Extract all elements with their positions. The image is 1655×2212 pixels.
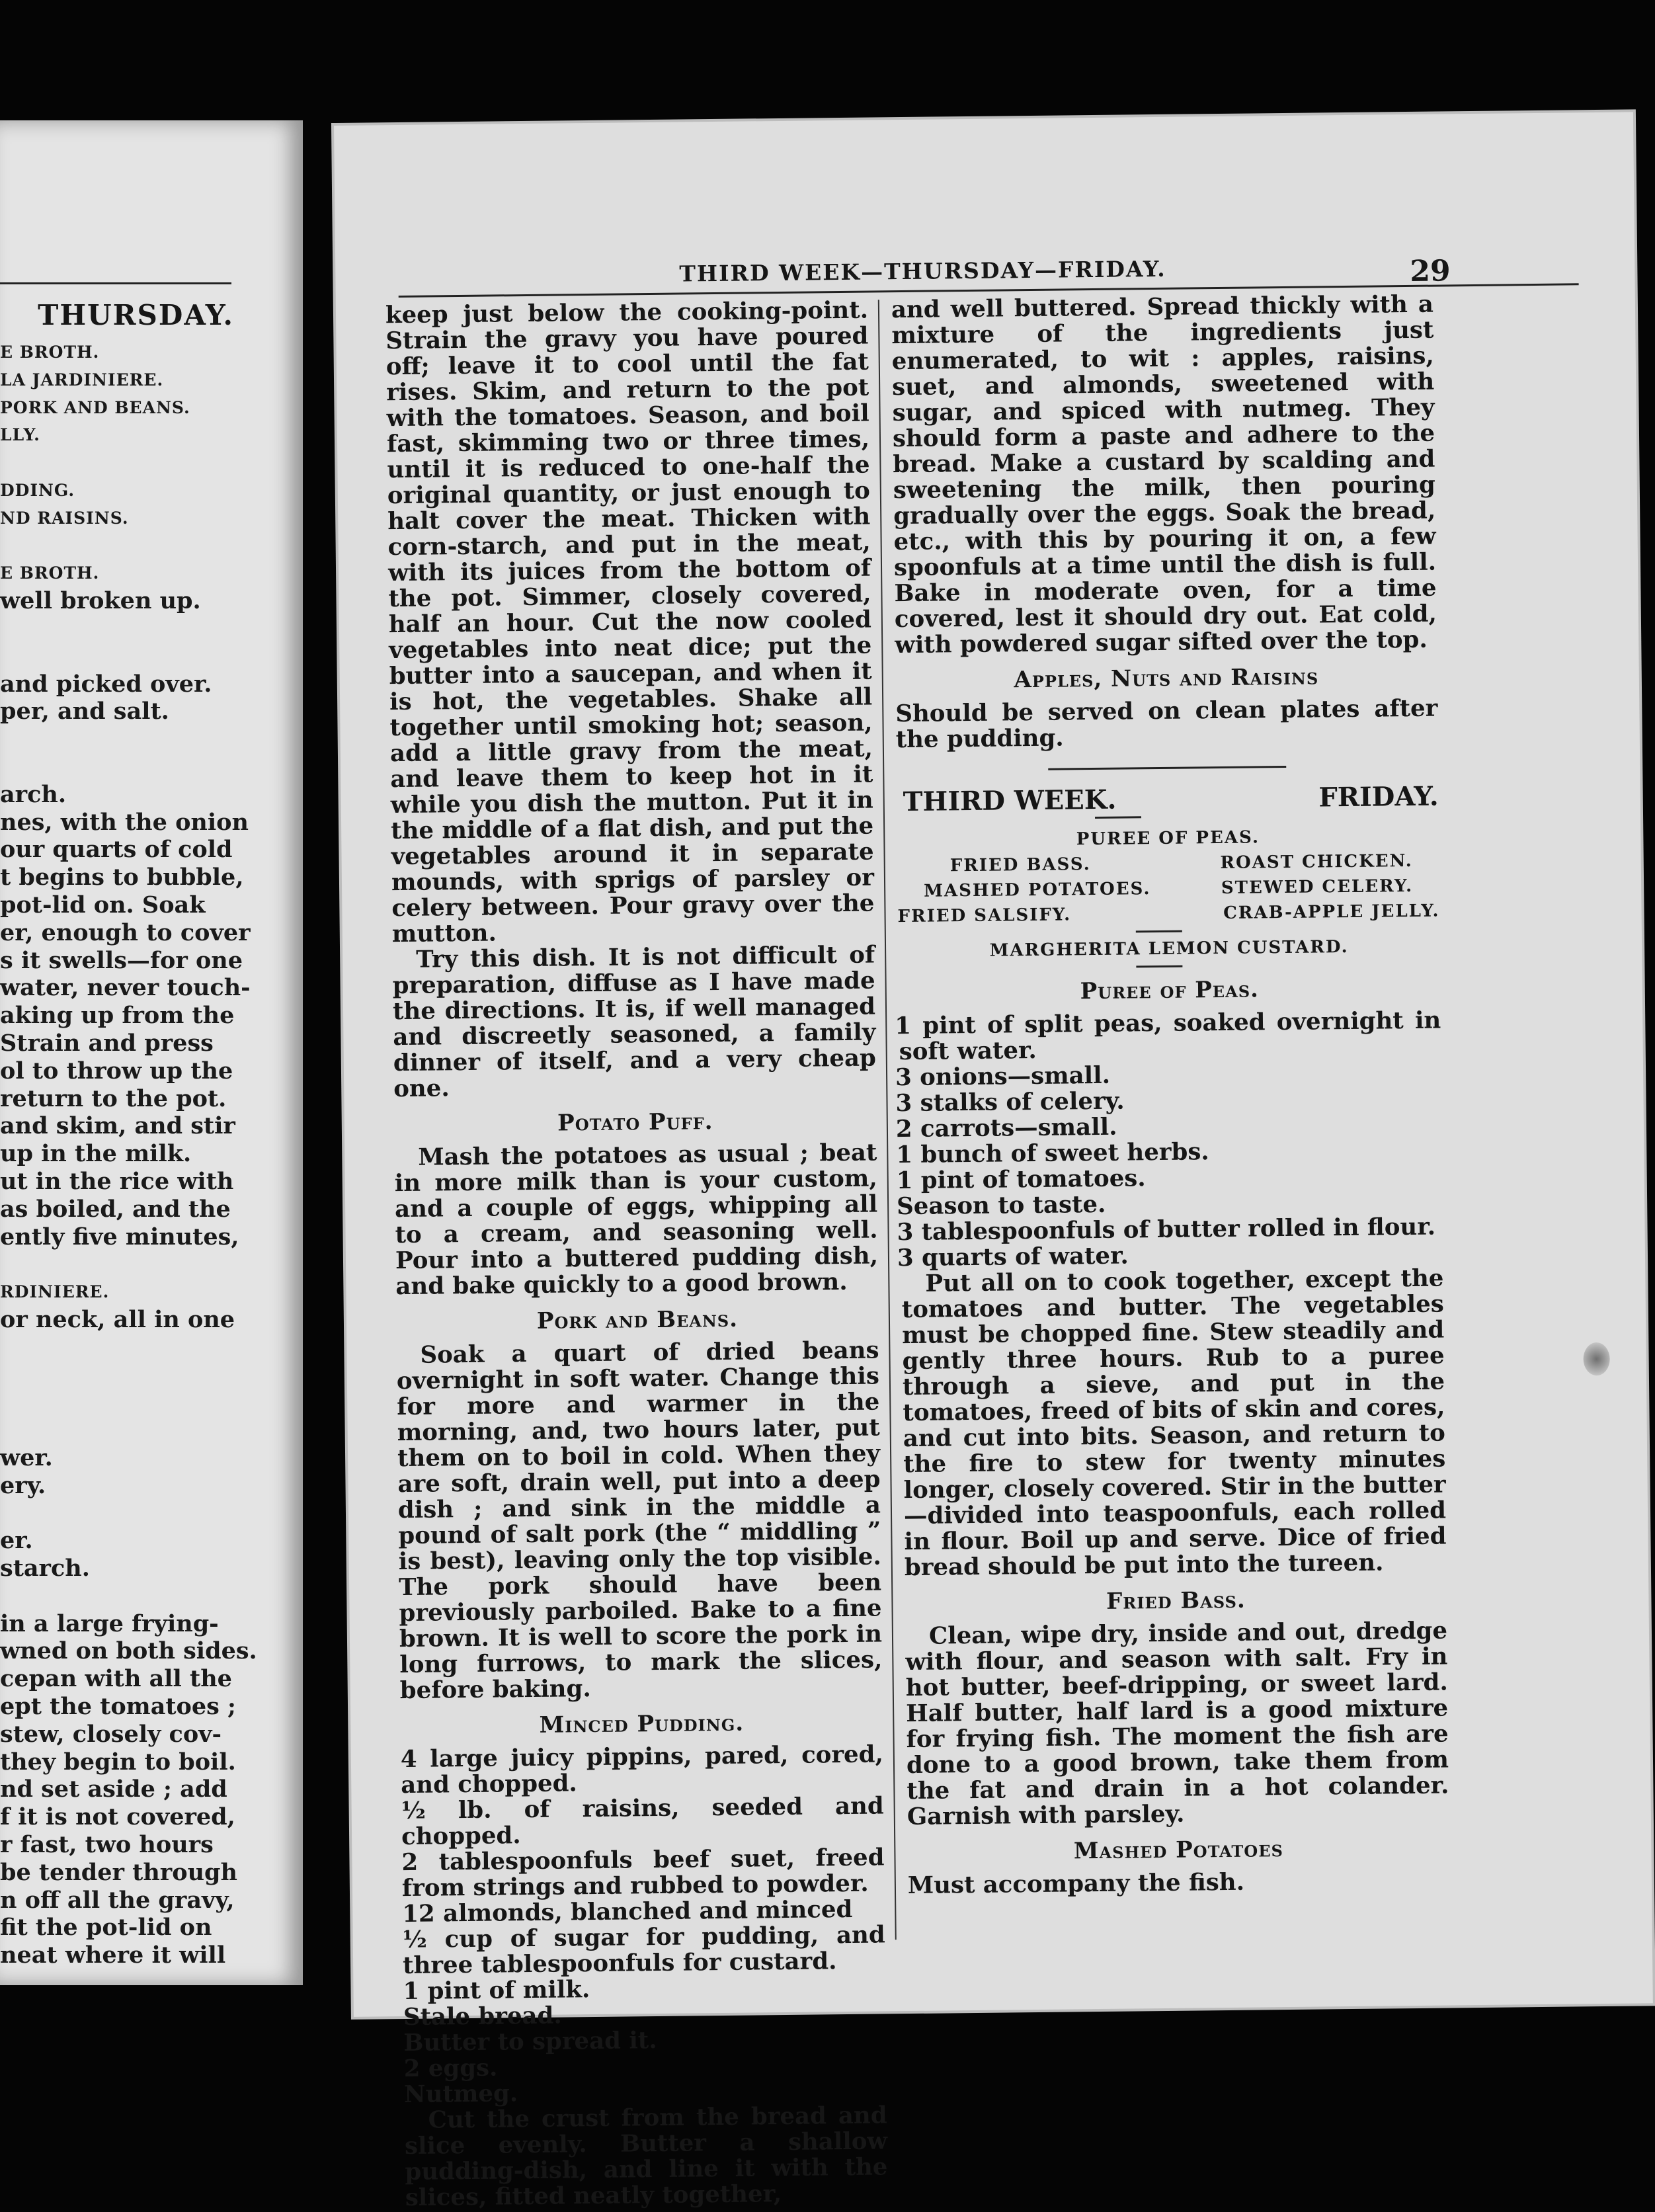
left-page-line: fit the pot-lid on xyxy=(0,1914,212,1942)
left-page-line: n off all the gravy, xyxy=(0,1886,235,1914)
left-page-line: as boiled, and the xyxy=(0,1195,231,1223)
page-number: 29 xyxy=(1410,254,1451,288)
left-page-line: cepan with all the xyxy=(0,1665,232,1693)
left-page-line xyxy=(0,643,218,671)
left-page-line: E BROTH. xyxy=(0,563,100,583)
left-page-line: neat where it will xyxy=(0,1942,226,1969)
fried-bass-text: Clean, wipe dry, inside and out, dredge with flour, and season with salt. Fry in hot butter, beef-dripping, or sweet lard. Half butter, half lard is a good mixture for frying fish. The moment the fish are done to a good brown, take them from the fat and drain in a hot colander. Garnish with parsley. xyxy=(905,1617,1449,1831)
left-page-line: t begins to bubble, xyxy=(0,864,244,891)
friday-menu xyxy=(897,823,1440,971)
mashed-potatoes-heading: Mashed Potatoes xyxy=(1073,1836,1284,1865)
ingredient-line: 1 pint of milk. xyxy=(403,1976,590,2006)
left-page-line: wer. xyxy=(0,1444,53,1471)
left-page-line: starch. xyxy=(0,1555,90,1582)
week-label: THIRD WEEK. xyxy=(903,784,1117,818)
ingredient-line: 1 pint of split peas, soaked overnight in soft water. xyxy=(895,1006,1441,1066)
right-column xyxy=(891,292,1450,1899)
left-header-rule xyxy=(0,282,231,284)
apples-nuts-raisins-heading: Apples, Nuts and Raisins xyxy=(1014,663,1319,694)
left-column xyxy=(385,298,888,2211)
left-page-line xyxy=(0,1334,218,1362)
pork-and-beans-text: Soak a quart of dried beans overnight in soft water. Change this for more and warmer in the morning, and, two hours later, put them on to boil in cold. When they are soft, drain well, put into a deep dish ; and sink in the middle a pound of salt pork (the “ middling ” is best), leaving only the top visible. The pork should have been previously parboiled. Bake to a fine brown. It is well to score the pork in long furrows, to mark the slices, before baking. xyxy=(396,1336,883,1705)
left-page-line: er, enough to cover xyxy=(0,919,251,946)
pork-and-beans-heading: Pork and Beans. xyxy=(536,1305,739,1334)
left-page-line xyxy=(0,615,218,643)
scan-smudge xyxy=(1583,1342,1610,1375)
left-page-line: and picked over. xyxy=(0,670,212,698)
left-page-line: aking up from the xyxy=(0,1002,235,1030)
ingredient-line: 3 stalks of celery. xyxy=(895,1087,1125,1118)
book-page xyxy=(334,112,1653,2212)
left-page-line: f it is not covered, xyxy=(0,1803,235,1831)
ingredient-line: 12 almonds, blanched and minced xyxy=(402,1895,853,1928)
left-page-line: arch. xyxy=(0,780,67,808)
left-page-line: our quarts of cold xyxy=(0,836,233,864)
left-page-line: ol to throw up the xyxy=(0,1057,233,1085)
left-page-line: wned on both sides. xyxy=(0,1637,257,1665)
pudding-continued-paragraph: and well buttered. Spread thickly with a mixture of the ingredients just enumerated, to wit : apples, raisins, suet, and almonds, sweetened with sugar, and spiced with nutmeg. They should form a paste and adhere to the bread. Make a custard by scalding and sweetening the milk, then pouring gradually over the eggs. Soak the bread, etc., with this by pouring it on, a few spoonfuls at a time until the dish is full. Bake in moderate oven, for a time covered, lest it should dry out. Eat cold, with powdered sugar sifted over the top. xyxy=(891,290,1437,659)
left-page-line: per, and salt. xyxy=(0,698,169,725)
apples-nuts-raisins-text: Should be served on clean plates after the pudding. xyxy=(895,694,1438,754)
minced-pudding-heading: Minced Pudding. xyxy=(539,1709,745,1739)
ingredient-line: 2 eggs. xyxy=(403,2054,498,2083)
left-page-line xyxy=(0,725,218,753)
left-page-line: ut in the rice with xyxy=(0,1167,234,1195)
ingredient-line: Nutmeg. xyxy=(403,2080,518,2109)
menu-soup: PUREE OF PEAS. xyxy=(1076,827,1260,850)
menu-item: STEWED CELERY. xyxy=(1221,876,1414,899)
left-page-line xyxy=(0,1582,218,1610)
menu-item: FRIED BASS. xyxy=(949,854,1091,876)
running-head: THIRD WEEK—THURSDAY—FRIDAY. xyxy=(679,255,1166,287)
left-page-line: Strain and press xyxy=(0,1029,214,1057)
left-page-line xyxy=(0,532,218,560)
minced-pudding-text: Cut the crust from the bread and slice evenly. Butter a shallow pudding-dish, and line it with the slices, fitted neatly together, xyxy=(404,2102,888,2212)
puree-of-peas-heading: Puree of Peas. xyxy=(1080,976,1260,1005)
left-page-line: RDINIERE. xyxy=(0,1282,110,1302)
menu-dash xyxy=(1136,930,1182,933)
left-page-line: they begin to boil. xyxy=(0,1748,236,1776)
left-page-heading: THURSDAY. xyxy=(38,299,234,331)
left-page-line: er. xyxy=(0,1527,33,1555)
menu-dash xyxy=(1136,965,1182,968)
left-page-text xyxy=(0,339,257,1969)
puree-of-peas-text: Put all on to cook together, except the tomatoes and butter. The vegetables must be chopped fine. Stew steadily and gently three hours. Rub to a puree through a sieve, and put in the tomatoes, freed of bits of skin and cores, and cut into bits. Season, and return to the fire to stew for twenty minutes longer, closely covered. Stir in the butter—divided into teaspoonfuls, each rolled in flour. Boil up and serve. Dice of fried bread should be put into the tureen. xyxy=(901,1264,1447,1582)
menu-item: MASHED POTATOES. xyxy=(924,879,1151,901)
left-page-line: in a large frying- xyxy=(0,1610,219,1637)
menu-item: ROAST CHICKEN. xyxy=(1220,850,1413,874)
left-page-line: nd set aside ; add xyxy=(0,1776,227,1803)
left-page-line: ery. xyxy=(0,1471,46,1499)
left-page-line: or neck, all in one xyxy=(0,1305,235,1333)
left-page-line: ently five minutes, xyxy=(0,1223,239,1250)
fried-bass-heading: Fried Bass. xyxy=(1106,1586,1246,1615)
ingredient-line: Stale bread. xyxy=(403,2002,562,2031)
left-page-line: pot-lid on. Soak xyxy=(0,891,206,919)
try-this-dish-paragraph: Try this dish. It is not difficult of preparation, diffuse as I have made the directions. It is, if well managed and discreetly seasoned, a family dinner of itself, and a very cheap one. xyxy=(392,941,877,1103)
left-page-line xyxy=(0,449,218,477)
left-page-line: LLY. xyxy=(0,425,40,445)
left-page-line: nes, with the onion xyxy=(0,808,249,836)
ingredient-line: Butter to spread it. xyxy=(403,2027,657,2057)
menu-item: CRAB-APPLE JELLY. xyxy=(1223,901,1440,923)
minced-pudding-ingredients xyxy=(401,1741,887,2108)
mashed-potatoes-text: Must accompany the fish. xyxy=(907,1868,1245,1900)
left-page-line: be tender through xyxy=(0,1858,237,1886)
left-page-line: ept the tomatoes ; xyxy=(0,1693,236,1721)
ingredient-line: 3 tablespoonfuls of butter rolled in flour. xyxy=(897,1213,1436,1247)
potato-puff-text: Mash the potatoes as usual ; beat in more milk than is your custom, and a couple of eggs, whipping all to a cream, and seasoning well. Pour into a buttered pudding dish, and bake quickly to a good brown. xyxy=(394,1139,879,1301)
left-page-line: LA JARDINIERE. xyxy=(0,370,164,389)
week-day-heading xyxy=(903,780,1439,818)
mutton-continued-paragraph: keep just below the cooking-point. Strain the gravy you have poured off; leave it to cool until the fat rises. Skim, and return to the pot with the tomatoes. Season, and boil fast, skimming two or three times, until it is reduced to one-half the original quantity, or just enough to halt cover the meat. Thicken with corn-starch, and put in the meat, with its juices from the bottom of the pot. Simmer, closely covered, half an hour. Cut the now cooled vegetables into neat dice; put the butter into a saucepan, and when it is hot, the vegetables. Shake all together until smoking hot; season, add a little gravy from the meat, and leave them to keep hot in it while you dish the mutton. Put it in the middle of a flat dish, and put the vegetables around it in separate mounds, with sprigs of parsley or celery between. Pour gravy over the mutton. xyxy=(385,296,875,948)
left-page-line: and skim, and stir xyxy=(0,1112,235,1140)
ingredient-line: Season to taste. xyxy=(896,1190,1106,1221)
left-page-line: return to the pot. xyxy=(0,1085,227,1112)
ingredient-line: 4 large juicy pippins, pared, cored, and chopped. xyxy=(400,1741,884,1799)
left-page-line: s it swells—for one xyxy=(0,946,243,974)
left-page-line: water, never touch- xyxy=(0,974,251,1002)
ingredient-line: 2 tablespoonfuls beef suet, freed from strings and rubbed to powder. xyxy=(401,1844,885,1903)
potato-puff-heading: Potato Puff. xyxy=(557,1108,713,1137)
left-page-line: ND RAISINS. xyxy=(0,508,129,528)
left-page-line: DDING. xyxy=(0,480,75,500)
left-page-line xyxy=(0,1389,218,1416)
left-page-line xyxy=(0,1499,218,1527)
puree-of-peas-ingredients xyxy=(895,1006,1443,1272)
left-page-line: E BROTH. xyxy=(0,343,100,362)
left-page-line: PORK AND BEANS. xyxy=(0,397,190,417)
left-page-line: r fast, two hours xyxy=(0,1831,214,1859)
left-page-line: up in the milk. xyxy=(0,1140,192,1168)
day-label: FRIDAY. xyxy=(1318,780,1439,813)
ingredient-line: ½ cup of sugar for pudding, and three tablespoonfuls for custard. xyxy=(402,1921,885,1980)
menu-dash xyxy=(1095,816,1141,819)
ingredient-line: ½ lb. of raisins, seeded and chopped. xyxy=(401,1792,884,1851)
ingredient-line: 3 onions—small. xyxy=(895,1061,1111,1092)
left-page-line xyxy=(0,1361,218,1389)
left-page-line xyxy=(0,1250,218,1278)
menu-dessert: MARGHERITA LEMON CUSTARD. xyxy=(989,936,1349,961)
ingredient-line: 1 bunch of sweet herbs. xyxy=(896,1138,1209,1169)
ingredient-line: 2 carrots—small. xyxy=(895,1113,1117,1143)
ingredient-line: 1 pint of tomatoes. xyxy=(896,1165,1146,1195)
left-page-line xyxy=(0,753,218,781)
menu-row xyxy=(897,899,1439,930)
left-page-line xyxy=(0,1416,218,1444)
left-page-line: stew, closely cov- xyxy=(0,1720,222,1748)
ingredient-line: 3 quarts of water. xyxy=(897,1242,1129,1272)
menu-item: FRIED SALSIFY. xyxy=(897,905,1072,927)
left-page-line: well broken up. xyxy=(0,587,201,615)
section-divider xyxy=(1048,766,1286,770)
left-facing-page xyxy=(0,120,303,1985)
